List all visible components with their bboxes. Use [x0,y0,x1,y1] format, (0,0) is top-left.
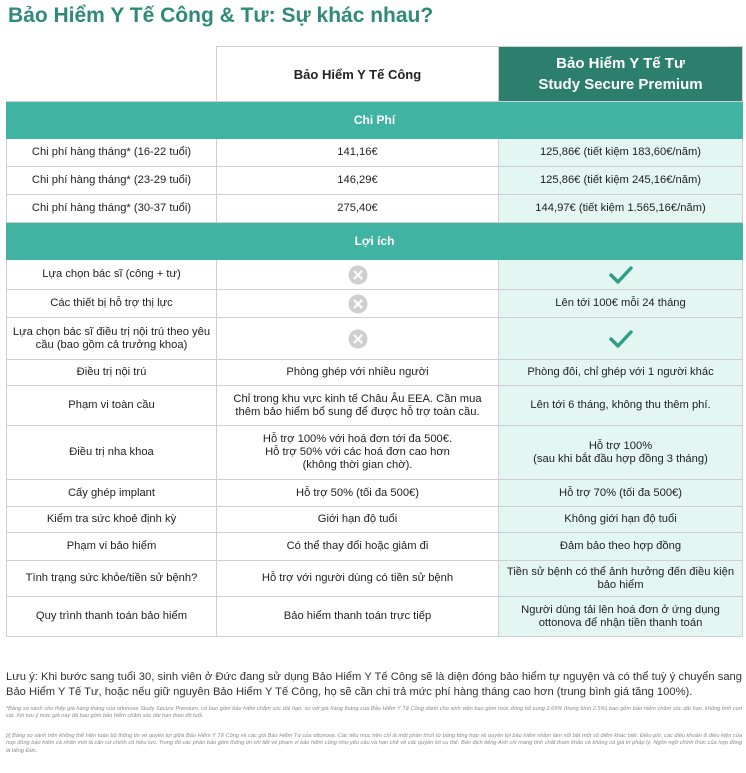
row-label: Điều trị nội trú [7,360,217,386]
row-label: Chi phí hàng tháng* (23-29 tuổi) [7,167,217,195]
public-value: 141,16€ [217,139,499,167]
comparison-table [6,46,743,637]
public-column-header: Bảo Hiểm Y Tế Công [217,47,499,102]
header-row [7,47,743,102]
x-circle-icon [348,329,368,349]
private-value [499,318,743,360]
table-row [7,260,743,290]
age-30-note: Lưu ý: Khi bước sang tuổi 30, sinh viên ở Đức đang sử dụng Bảo Hiểm Y Tế Công sẽ là diện đóng bảo hiểm tự nguyện và có thể tuỳ ý chuyển sang Bảo Hiểm Y Tế Tư, hoặc nếu giữ nguyên Bảo Hiểm Y Tế Công, họ sẽ cần chi trả mức phí hàng tháng cao hơn (trung bình giá tăng 100%). [6,671,742,698]
row-label: Phạm vi toàn cầu [7,386,217,426]
public-value [217,290,499,318]
table-row [7,139,743,167]
section-header-benefits: Lợi ích [7,223,743,260]
private-value: Phòng đôi, chỉ ghép với 1 người khác [499,360,743,386]
table-row [7,597,743,637]
table-row [7,318,743,360]
table-row [7,290,743,318]
public-value: Phòng ghép với nhiều người [217,360,499,386]
private-value: Lên tới 6 tháng, không thu thêm phí. [499,386,743,426]
x-circle-icon [348,265,368,285]
private-value-line: Hỗ trợ 100% [588,439,653,452]
row-label: Tình trạng sức khỏe/tiền sử bệnh? [7,561,217,597]
table-row [7,480,743,507]
section-row-cost [7,102,743,139]
row-label: Chi phí hàng tháng* (30-37 tuổi) [7,195,217,223]
public-value-line: (không thời gian chờ). [302,459,413,471]
x-circle-icon [348,294,368,314]
table-row [7,533,743,561]
section-header-cost: Chi Phí [7,102,743,139]
row-label: Lựa chọn bác sĩ điều trị nội trú theo yêu cầu (bao gồm cả trưởng khoa) [7,318,217,360]
row-label: Quy trình thanh toán bảo hiểm [7,597,217,637]
disclaimer-footnote: [i] Bảng so sánh trên không thể hiện toàn bộ thông tin về quyền lợi giữa Bảo Hiểm Y Tế Công và các gói Bảo Hiểm Tư của ottonova. Các tiêu mục trên chỉ là một phần trích từ bảng tổng hợp về quyền lợi bảo hiểm nhằm làm nổi bật một số điểm khác biệt. Điều phí, các điều khoản & điều kiện của hợp đồng bảo hiểm cá nhân mới là căn cứ chính có hiệu lực. Trong đó các phần bảo gồm thông tin chi tiết về phạm vi bảo hiểm cũng như yêu cầu và hạn chế về các quyền lợi cụ thể. Bản dịch tiếng Anh chỉ mang tính chất tham khảo và không có giá trị pháp lý. Ngôn ngữ chính thức của hợp đồng là tiếng Đức. [6,732,742,754]
section-row-benefits [7,223,743,260]
private-value: Đảm bảo theo hợp đồng [499,533,743,561]
table-row [7,167,743,195]
private-value: Lên tới 100€ mỗi 24 tháng [499,290,743,318]
private-value-line: (sau khi bắt đầu hợp đồng 3 tháng) [533,452,708,465]
private-header-line1: Bảo Hiểm Y Tế Tư [556,55,685,72]
private-column-header [499,47,743,102]
public-value: 275,40€ [217,195,499,223]
public-value: 146,29€ [217,167,499,195]
public-value: Bảo hiểm thanh toán trực tiếp [217,597,499,637]
private-value: Người dùng tải lên hoá đơn ở ứng dụng ottonova để nhận tiền thanh toán [499,597,743,637]
public-value-line: Hỗ trợ 100% với hoá đơn tới đa 500€. [262,433,453,445]
public-value-line: Hỗ trợ 50% với các hoá đơn cao hơn [265,446,450,458]
table-row [7,195,743,223]
table-row [7,386,743,426]
public-value [217,318,499,360]
row-label: Lựa chọn bác sĩ (công + tư) [7,260,217,290]
private-header-line2: Study Secure Premium [538,76,703,93]
checkmark-icon [608,329,634,349]
row-label: Điều trị nha khoa [7,426,217,480]
public-value [217,426,499,480]
private-value: Tiền sử bệnh có thể ảnh hưởng đến điều kiện bảo hiểm [499,561,743,597]
row-label: Các thiết bị hỗ trợ thị lực [7,290,217,318]
row-label: Cấy ghép implant [7,480,217,507]
table-row [7,360,743,386]
table-row [7,561,743,597]
public-value: Hỗ trợ 50% (tối đa 500€) [217,480,499,507]
row-label: Chi phí hàng tháng* (16-22 tuổi) [7,139,217,167]
public-value: Chỉ trong khu vực kinh tế Châu Âu EEA. Cần mua thêm bảo hiểm bổ sung để được hỗ trợ toàn cầu. [217,386,499,426]
private-value [499,260,743,290]
public-value: Giới hạn độ tuổi [217,507,499,533]
price-footnote: *Bảng so sánh cho thấy giá hàng tháng của ottonova Study Secure Premium, có bao gồm bảo hiểm chăm sóc dài hạn, so với giá hàng tháng của Bảo Hiểm Y Tế Công dành cho sinh viên bao gồm mức đóng bổ sung 2.69% (trung bình 2.5%) bao gồm bảo hiểm chăm sóc dài hạn, không tính con cái. Xin lưu ý mức giá này đã bao gồm bảo hiểm chăm sóc dài hạn theo độ tuổi. [6,706,742,720]
public-value: Hỗ trợ với người dùng có tiền sử bệnh [217,561,499,597]
private-value: Không giới hạn độ tuổi [499,507,743,533]
public-value [217,260,499,290]
private-value: 125,86€ (tiết kiệm 183,60€/năm) [499,139,743,167]
table-row [7,507,743,533]
private-value: 125,86€ (tiết kiệm 245,16€/năm) [499,167,743,195]
table-row [7,426,743,480]
row-label: Phạm vi bảo hiểm [7,533,217,561]
notes-section [6,670,742,755]
header-blank-cell [7,47,217,102]
checkmark-icon [608,265,634,285]
private-value: 144,97€ (tiết kiệm 1.565,16€/năm) [499,195,743,223]
private-value [499,426,743,480]
public-value: Có thể thay đổi hoặc giảm đi [217,533,499,561]
private-value: Hỗ trợ 70% (tối đa 500€) [499,480,743,507]
page-title: Bảo Hiểm Y Tế Công & Tư: Sự khác nhau? [8,4,434,27]
row-label: Kiểm tra sức khoẻ định kỳ [7,507,217,533]
